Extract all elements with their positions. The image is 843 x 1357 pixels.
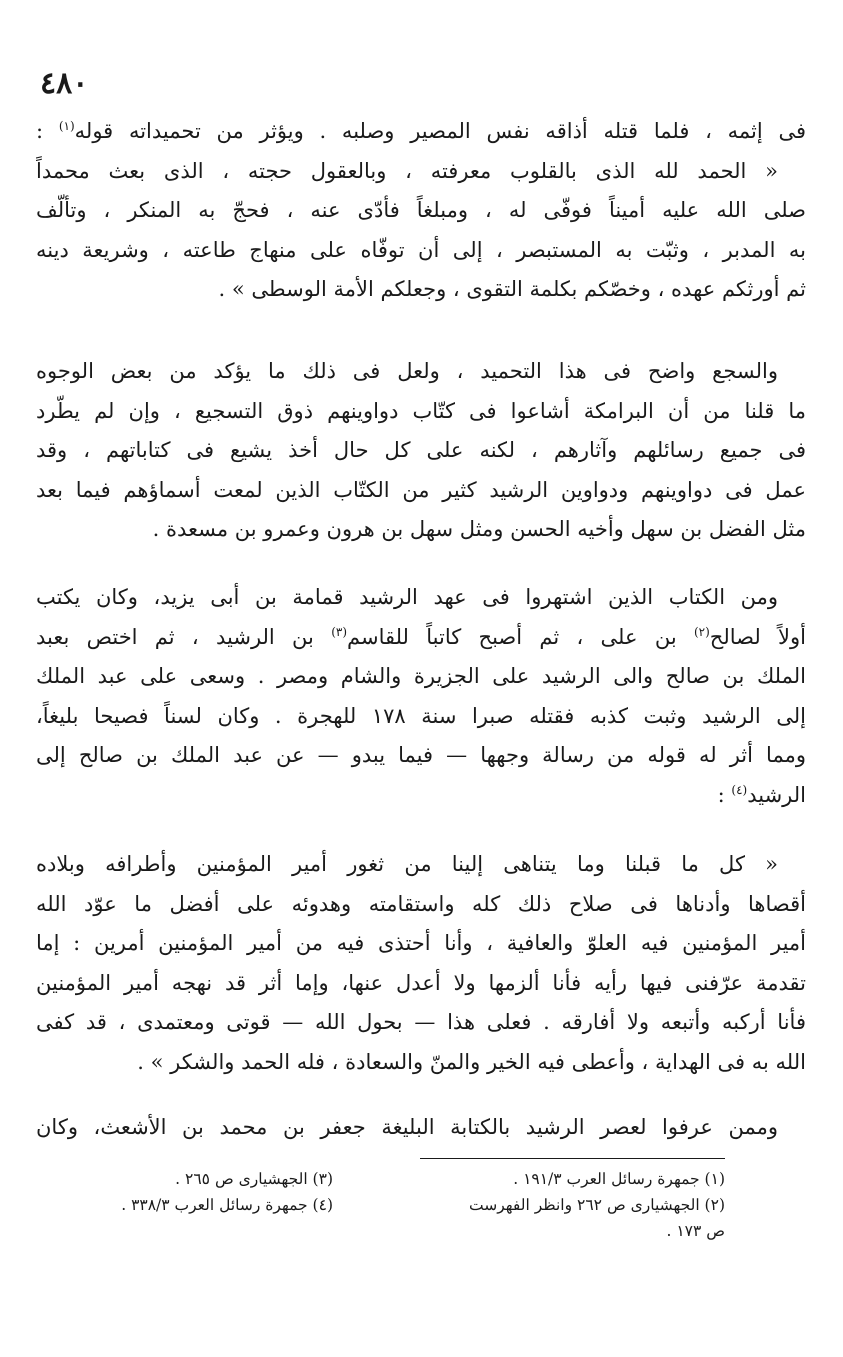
footnote-4: (٤) جمهرة رسائل العرب ٣٣٨/٣ . (121, 1196, 333, 1214)
text-line: فى جميع رسائلهم وآثارهم ، لكنه على كل حال أخذ يشيع فى كتاباتهم ، وقد (36, 438, 806, 462)
text-line: به المدبر ، وثبّت به المستبصر ، إلى أن توفّاه على منهاج طاعته ، وشريعة دينه (36, 237, 806, 262)
footnote-marker: (٢) (693, 624, 710, 639)
paragraph-jafar (36, 1108, 806, 1148)
text-line: الملك بن صالح والى الرشيد على الجزيرة والشام ومصر . وسعى على عبد الملك (36, 664, 806, 688)
text-line: عمل فى دواوينهم ودواوين الرشيد كثير من الكتّاب الذين لمعت أسماؤهم فيما بعد (36, 477, 806, 502)
text-line: والسجع واضح فى هذا التحميد ، ولعل فى ذلك ما يؤكد من بعض الوجوه (36, 359, 778, 383)
text-line: ثم أورثكم عهده ، وخصّكم بكلمة التقوى ، وجعلكم الأمة الوسطى » . (218, 277, 806, 301)
text-line: أولاً لصالح$^{(٢)}$ بن على ، ثم أصبح كاتباً للقاسم$^{(٣)}$ بن الرشيد ، ثم اختص بعبد (36, 624, 806, 649)
page-number: ٤٨٠ (40, 66, 89, 101)
paragraph-kuttab (36, 578, 806, 815)
text-line: ما قلنا من أن البرامكة أشاعوا فى كتّاب دواوينهم ذوق التسجيع ، وإن لم يطّرد (36, 398, 806, 423)
text-line: الله به فى الهداية ، وأعطى فيه الخير والمنّ والسعادة ، فله الحمد والشكر » . (137, 1049, 806, 1074)
text-line: إلى الرشيد وثبت كذبه فقتله صبرا سنة ١٧٨ للهجرة . وكان لسناً فصيحا بليغاً، (36, 703, 806, 728)
text-line: وممن عرفوا لعصر الرشيد بالكتابة البليغة جعفر بن محمد بن الأشعث، وكان (36, 1115, 778, 1139)
paragraph-tahmid (36, 112, 806, 310)
text-line: فأنا أركبه وأتبعه ولا أفارقه . فعلى هذا — بحول الله — قوتى ومعتمدى ، قد كفى (36, 1010, 806, 1034)
text-line: مثل الفضل بن سهل وأخيه الحسن ومثل سهل بن هرون وعمرو بن مسعدة . (152, 517, 806, 541)
footnotes-right (425, 1166, 725, 1244)
text-line: ومما أثر له قوله من رسالة وجهها — فيما يبدو — عن عبد الملك بن صالح إلى (36, 743, 806, 767)
text-line: « الحمد لله الذى بالقلوب معرفته ، وبالعقول حجته ، الذى بعث محمداً (36, 158, 778, 183)
text-line: فى إثمه ، فلما قتله أذاقه نفس المصير وصلبه . ويؤثر من تحميداته قوله$^{(١)}$ : (36, 119, 806, 143)
text-line: أمير المؤمنين فيه العلوّ والعافية ، وأنا أحتذى فيه من أمير المؤمنين أمرين : إما (36, 931, 806, 955)
footnote-divider (420, 1158, 725, 1159)
text-line: الرشيد$^{(٤)}$ : (717, 782, 806, 807)
footnote-3: (٣) الجهشيارى ص ٢٦٥ . (175, 1170, 333, 1188)
text-line: « كل ما قبلنا وما يتناهى إلينا من ثغور أمير المؤمنين وأطرافه وبلاده (36, 852, 778, 876)
text-line: أقصاها وأدناها فى صلاح ذلك كله واستقامته وهدوئه على أفضل ما عوّد الله (36, 891, 806, 916)
footnote-1: (١) جمهرة رسائل العرب ١٩١/٣ . (513, 1170, 725, 1188)
footnote-2-cont: ص ١٧٣ . (666, 1222, 725, 1240)
footnote-marker: (٤) (731, 782, 748, 797)
text-line: ومن الكتاب الذين اشتهروا فى عهد الرشيد قمامة بن أبى يزيد، وكان يكتب (36, 585, 778, 609)
text-line: تقدمة عرّفنى فيها رأيه فأنا ألزمها ولا أعدل عنها، وإما أثر قد نهجه أمير المؤمنين (36, 970, 806, 995)
paragraph-risala (36, 845, 806, 1082)
footnotes-left (83, 1166, 333, 1218)
text-line: صلى الله عليه أميناً فوفّى له ، ومبلغاً فأدّى عنه ، فحجّ به المنكر ، وتألّف (36, 198, 806, 222)
footnote-marker: (١) (58, 119, 75, 133)
footnote-2: (٢) الجهشيارى ص ٢٦٢ وانظر الفهرست (469, 1196, 725, 1214)
paragraph-saj (36, 352, 806, 550)
footnote-marker: (٣) (331, 624, 348, 639)
